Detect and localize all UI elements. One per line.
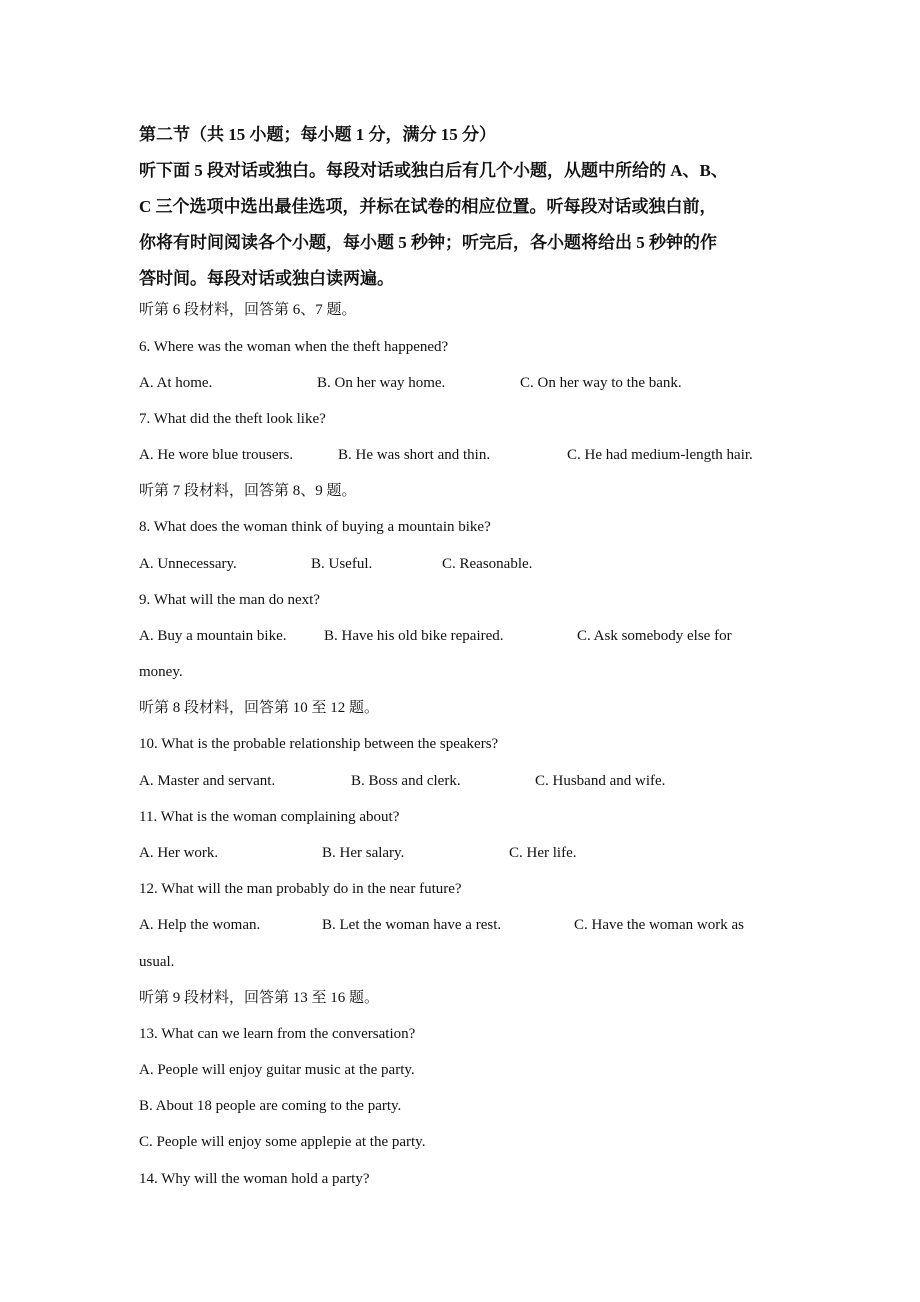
section-instructions xyxy=(139,153,789,297)
option-b: B. Have his old bike repaired. xyxy=(324,628,504,644)
option-a: A. At home. xyxy=(139,375,213,391)
option-a: A. Unnecessary. xyxy=(139,556,237,572)
option-b: B. On her way home. xyxy=(317,375,446,391)
question-13-option-c: C. People will enjoy some applepie at the party. xyxy=(139,1134,426,1150)
instruction-line: 听下面 5 段对话或独白。每段对话或独白后有几个小题，从题中所给的 A、B、 xyxy=(139,161,728,180)
question-13: 13. What can we learn from the conversation? xyxy=(139,1026,416,1042)
question-13-option-a: A. People will enjoy guitar music at the party. xyxy=(139,1062,415,1078)
option-a: A. Help the woman. xyxy=(139,917,261,933)
question-6: 6. Where was the woman when the theft happened? xyxy=(139,339,449,355)
instruction-line: 答时间。每段对话或独白读两遍。 xyxy=(139,269,394,288)
option-c: C. Husband and wife. xyxy=(535,773,666,789)
question-13-option-b: B. About 18 people are coming to the party. xyxy=(139,1098,402,1114)
material-6-label: 听第 6 段材料，回答第 6、7 题。 xyxy=(139,302,357,318)
option-c: C. He had medium-length hair. xyxy=(567,447,753,463)
question-12: 12. What will the man probably do in the near future? xyxy=(139,881,462,897)
question-7: 7. What did the theft look like? xyxy=(139,411,326,427)
material-7-label: 听第 7 段材料，回答第 8、9 题。 xyxy=(139,483,357,499)
option-b: B. Useful. xyxy=(311,556,373,572)
question-12-option-c-continued: usual. xyxy=(139,954,175,970)
option-b: B. Boss and clerk. xyxy=(351,773,461,789)
option-b: B. He was short and thin. xyxy=(338,447,491,463)
option-b: B. Let the woman have a rest. xyxy=(322,917,502,933)
option-a: A. He wore blue trousers. xyxy=(139,447,294,463)
option-c: C. Have the woman work as xyxy=(574,917,744,933)
option-c: C. Her life. xyxy=(509,845,577,861)
instruction-line: C 三个选项中选出最佳选项，并标在试卷的相应位置。听每段对话或独白前， xyxy=(139,197,717,216)
option-b: B. Her salary. xyxy=(322,845,405,861)
instruction-line: 你将有时间阅读各个小题，每小题 5 秒钟；听完后，各小题将给出 5 秒钟的作 xyxy=(139,233,717,252)
section-heading: 第二节（共 15 小题；每小题 1 分，满分 15 分） xyxy=(139,125,496,144)
material-9-label: 听第 9 段材料，回答第 13 至 16 题。 xyxy=(139,990,380,1006)
option-a: A. Master and servant. xyxy=(139,773,276,789)
question-10: 10. What is the probable relationship between the speakers? xyxy=(139,736,499,752)
question-11: 11. What is the woman complaining about? xyxy=(139,809,400,825)
option-c: C. On her way to the bank. xyxy=(520,375,682,391)
option-c: C. Reasonable. xyxy=(442,556,533,572)
question-8: 8. What does the woman think of buying a mountain bike? xyxy=(139,519,491,535)
question-9: 9. What will the man do next? xyxy=(139,592,320,608)
question-14: 14. Why will the woman hold a party? xyxy=(139,1171,370,1187)
material-8-label: 听第 8 段材料，回答第 10 至 12 题。 xyxy=(139,700,380,716)
question-9-option-c-continued: money. xyxy=(139,664,183,680)
option-a: A. Buy a mountain bike. xyxy=(139,628,287,644)
option-a: A. Her work. xyxy=(139,845,219,861)
option-c: C. Ask somebody else for xyxy=(577,628,732,644)
